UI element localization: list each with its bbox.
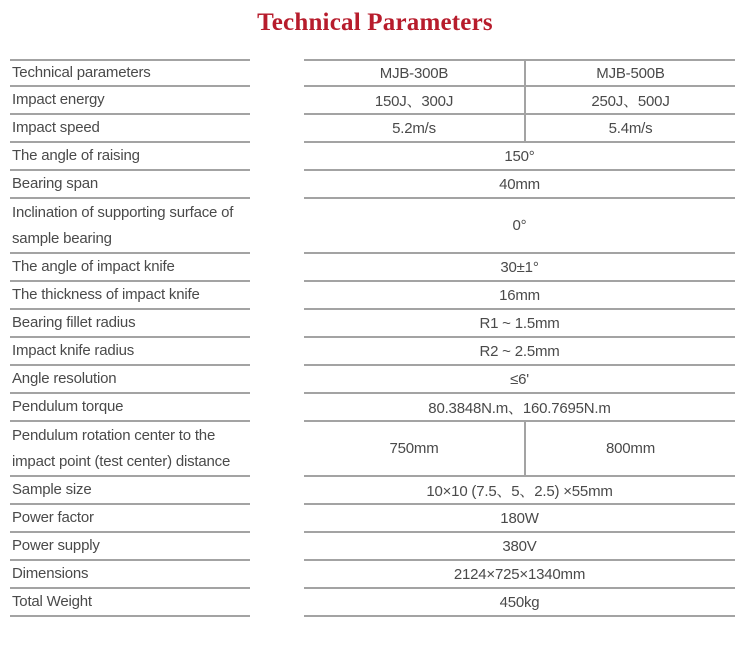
column-gap bbox=[250, 199, 304, 254]
row-value: ≤6' bbox=[304, 366, 735, 394]
column-gap bbox=[250, 533, 304, 561]
page-title: Technical Parameters bbox=[257, 9, 493, 36]
table-row bbox=[10, 282, 750, 310]
row-label: The thickness of impact knife bbox=[10, 282, 250, 310]
column-gap bbox=[250, 87, 304, 115]
row-value-col1: 150J、300J bbox=[374, 92, 454, 110]
row-label: Power supply bbox=[10, 533, 250, 561]
row-label: The angle of impact knife bbox=[10, 254, 250, 282]
row-label: Power factor bbox=[10, 505, 250, 533]
row-value: 0° bbox=[304, 199, 735, 254]
table-row bbox=[10, 533, 750, 561]
title-bar bbox=[0, 0, 750, 37]
column-gap bbox=[250, 171, 304, 199]
row-value: R1 ~ 1.5mm bbox=[304, 310, 735, 338]
row-value: 380V bbox=[304, 533, 735, 561]
column-gap bbox=[250, 477, 304, 505]
row-values bbox=[304, 422, 735, 477]
row-label: Bearing fillet radius bbox=[10, 310, 250, 338]
row-value-col2: 5.4m/s bbox=[524, 115, 735, 141]
row-value-col2: 800mm bbox=[524, 422, 735, 475]
row-value: 180W bbox=[304, 505, 735, 533]
row-values bbox=[304, 59, 735, 87]
row-value: 10×10 (7.5、5、2.5) ×55mm bbox=[304, 477, 735, 505]
table-row bbox=[10, 199, 750, 254]
row-values bbox=[304, 115, 735, 143]
table-row bbox=[10, 505, 750, 533]
column-gap bbox=[250, 505, 304, 533]
column-header-mjb300b: MJB-300B bbox=[379, 64, 449, 82]
table-row bbox=[10, 115, 750, 143]
column-gap bbox=[250, 254, 304, 282]
table-row bbox=[10, 171, 750, 199]
row-label: Bearing span bbox=[10, 171, 250, 199]
table-row bbox=[10, 338, 750, 366]
row-label: Impact knife radius bbox=[10, 338, 250, 366]
row-label: Inclination of supporting surface of sample bearing bbox=[10, 199, 250, 254]
row-label: The angle of raising bbox=[10, 143, 250, 171]
row-value: 30±1° bbox=[304, 254, 735, 282]
column-gap bbox=[250, 282, 304, 310]
params-table bbox=[10, 59, 750, 617]
column-gap bbox=[250, 394, 304, 422]
row-label: Pendulum rotation center to the impact point (test center) distance bbox=[10, 422, 250, 477]
column-gap bbox=[250, 366, 304, 394]
row-label: Impact energy bbox=[10, 87, 250, 115]
column-gap bbox=[250, 59, 304, 87]
table-row bbox=[10, 87, 750, 115]
row-value: 40mm bbox=[304, 171, 735, 199]
row-value: 80.3848N.m、160.7695N.m bbox=[304, 394, 735, 422]
row-values bbox=[304, 87, 735, 115]
column-gap bbox=[250, 143, 304, 171]
row-label: Dimensions bbox=[10, 561, 250, 589]
row-value-col1: 5.2m/s bbox=[392, 119, 436, 137]
row-value-col2: 250J、500J bbox=[524, 87, 735, 113]
row-value: 150° bbox=[304, 143, 735, 171]
row-label: Technical parameters bbox=[10, 59, 250, 87]
table-row bbox=[10, 394, 750, 422]
row-label: Sample size bbox=[10, 477, 250, 505]
row-value: 450kg bbox=[304, 589, 735, 617]
row-value: 16mm bbox=[304, 282, 735, 310]
column-gap bbox=[250, 310, 304, 338]
row-value-col1: 750mm bbox=[389, 440, 439, 457]
column-header-mjb500b: MJB-500B bbox=[524, 61, 735, 85]
column-gap bbox=[250, 561, 304, 589]
column-gap bbox=[250, 589, 304, 617]
row-value: 2124×725×1340mm bbox=[304, 561, 735, 589]
column-gap bbox=[250, 115, 304, 143]
table-row bbox=[10, 143, 750, 171]
table-row bbox=[10, 561, 750, 589]
table-row bbox=[10, 254, 750, 282]
row-label: Impact speed bbox=[10, 115, 250, 143]
table-row bbox=[10, 477, 750, 505]
row-label: Pendulum torque bbox=[10, 394, 250, 422]
row-label: Total Weight bbox=[10, 589, 250, 617]
row-label: Angle resolution bbox=[10, 366, 250, 394]
column-gap bbox=[250, 422, 304, 477]
table-row bbox=[10, 422, 750, 477]
column-gap bbox=[250, 338, 304, 366]
row-value: R2 ~ 2.5mm bbox=[304, 338, 735, 366]
table-row bbox=[10, 310, 750, 338]
table-row bbox=[10, 366, 750, 394]
table-row bbox=[10, 589, 750, 617]
table-row-header bbox=[10, 59, 750, 87]
